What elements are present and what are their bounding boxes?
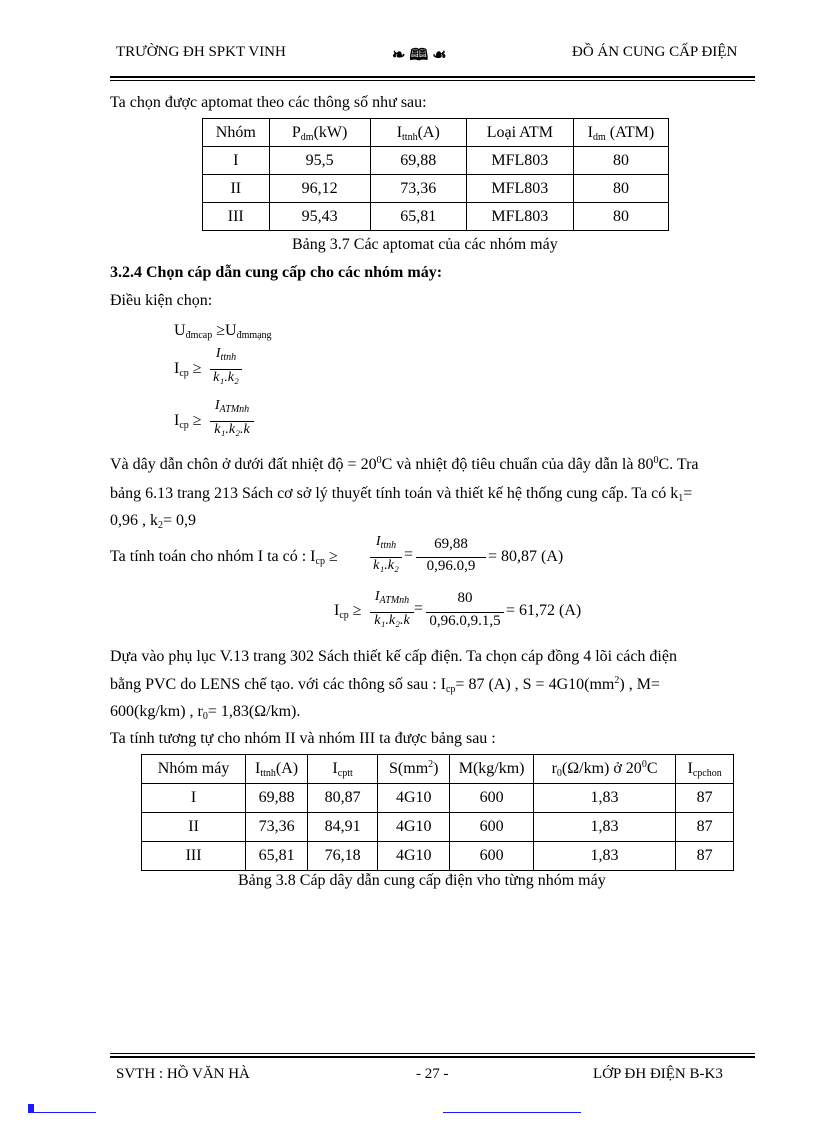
cable-table [141, 754, 734, 871]
header-left: TRƯỜNG ĐH SPKT VINH [116, 44, 286, 60]
section-title: 3.2.4 Chọn cáp dẫn cung cấp cho các nhóm máy: [110, 264, 443, 281]
calc2-den: 0,96.0,9.1,5 [426, 612, 504, 630]
fraction-numerator: $I_{ttnh}$ [375, 534, 397, 551]
fraction-denominator: k₁.k₂.k [210, 421, 254, 438]
table1-caption: Bảng 3.7 Các aptomat của các nhóm máy [292, 236, 558, 253]
table2-caption: Bảng 3.8 Cáp dây dẫn cung cấp điện vho từng nhóm máy [238, 872, 606, 889]
paragraph-cable-line2: bằng PVC do LENS chế tạo. với các thông số sau : $I_{cp}= 87$ (A) , $S = 4G10(mm^2)$ , M= [110, 675, 660, 695]
bottom-link-left[interactable] [28, 1112, 96, 1113]
paragraph-temperature-line2: bảng 6.13 trang 213 Sách cơ sở lý thuyết tính toán và thiết kế hệ thống cung cấp. Ta có $k_1=$ [110, 485, 693, 504]
condition-voltage: $U_{đmcap} \ge U_{đmmạng}$ [174, 322, 272, 341]
calc2-result: = 61,72 (A) [506, 602, 582, 619]
calc1-result: = 80,87 (A) [488, 548, 564, 565]
paragraph-similar: Ta tính tương tự cho nhóm II và nhóm III ta được bảng sau : [110, 730, 496, 747]
calc-group1-atm: $I_{cp}$ ≥ [334, 602, 362, 621]
condition-current-2: $I_{cp}$ ≥ [174, 412, 202, 431]
fraction-denominator: k₁.k₂.k [370, 612, 414, 629]
calc1-num: 69,88 [434, 536, 468, 552]
aptomat-table [202, 118, 669, 231]
bottom-link-center[interactable] [443, 1112, 581, 1113]
col-pdm: $P_{dm}(kW)$ [269, 119, 370, 147]
table-header-row: Nhóm máy $I_{ttnh}(A)$ $I_{cptt}$ $S(mm^2)$ M(kg/km) $r_0(\Omega/km)$ ở $20^0C$ $I_{cpchon}$ [142, 755, 734, 784]
header-rule [110, 76, 755, 78]
footer-rule [110, 1056, 755, 1058]
header-right: ĐỒ ÁN CUNG CẤP ĐIỆN [572, 44, 738, 60]
table-row: I 95,5 69,88 MFL803 80 [203, 147, 669, 175]
conditions-label: Điều kiện chọn: [110, 292, 213, 309]
footer-left: SVTH : HỒ VĂN HÀ [116, 1066, 250, 1082]
condition-current-1: $I_{cp}$ ≥ [174, 360, 202, 379]
fraction-numerator: $I_{ATMnh}$ [374, 589, 410, 606]
header-rule-thin [110, 80, 755, 81]
table-row: III 95,43 65,81 MFL803 80 [203, 203, 669, 231]
fraction-denominator: k₁.k₂ [370, 557, 402, 574]
paragraph-cable: Dựa vào phụ lục V.13 trang 302 Sách thiết kế cấp điện. Ta chọn cáp đồng 4 lõi cách điện [110, 648, 677, 665]
col-ittnh: $I_{ttnh}(A)$ [370, 119, 466, 147]
table-row: I 69,88 80,87 4G10 600 1,83 87 [142, 784, 734, 813]
table-header-row [203, 119, 669, 147]
calc1-den: 0,96.0,9 [416, 557, 486, 575]
paragraph-temperature-line3: 0,96 , $k_2= 0,9$ [110, 512, 197, 531]
bottom-link-marker [28, 1104, 34, 1113]
footer-page-number: - 27 - [416, 1066, 449, 1082]
calc2-num: 80 [457, 590, 473, 606]
fraction-numerator: $I_{ATMnh}$ [214, 398, 250, 415]
footer-right: LỚP ĐH ĐIỆN B-K3 [593, 1066, 723, 1082]
table-row: II 73,36 84,91 4G10 600 1,83 87 [142, 813, 734, 842]
col-idm-atm: $I_{dm}$ (ATM) [573, 119, 668, 147]
paragraph-cable-line3: 600(kg/km) , $r_0= 1,83(\Omega/km)$. [110, 703, 301, 722]
fraction-numerator: $I_{ttnh}$ [215, 346, 237, 363]
calc-group1-lead: Ta tính toán cho nhóm I ta có : $I_{cp}$ ≥ [110, 548, 338, 567]
table-row: III 65,81 76,18 4G10 600 1,83 87 [142, 842, 734, 871]
col-nhom: Nhóm [203, 119, 270, 147]
intro-text: Ta chọn được aptomat theo các thông số như sau: [110, 94, 427, 111]
footer-rule-thin [110, 1053, 755, 1054]
paragraph-temperature: Và dây dẫn chôn ở dưới đất nhiệt độ = $20^0C$ và nhiệt độ tiêu chuẩn của dây dẫn là $80^0C$. Tra [110, 455, 699, 473]
header-ornament: ❧ 🕮 ☙ [392, 47, 447, 64]
table-row: II 96,12 73,36 MFL803 80 [203, 175, 669, 203]
col-loai-atm: Loại ATM [466, 119, 573, 147]
fraction-denominator: k₁.k₂ [210, 369, 242, 386]
